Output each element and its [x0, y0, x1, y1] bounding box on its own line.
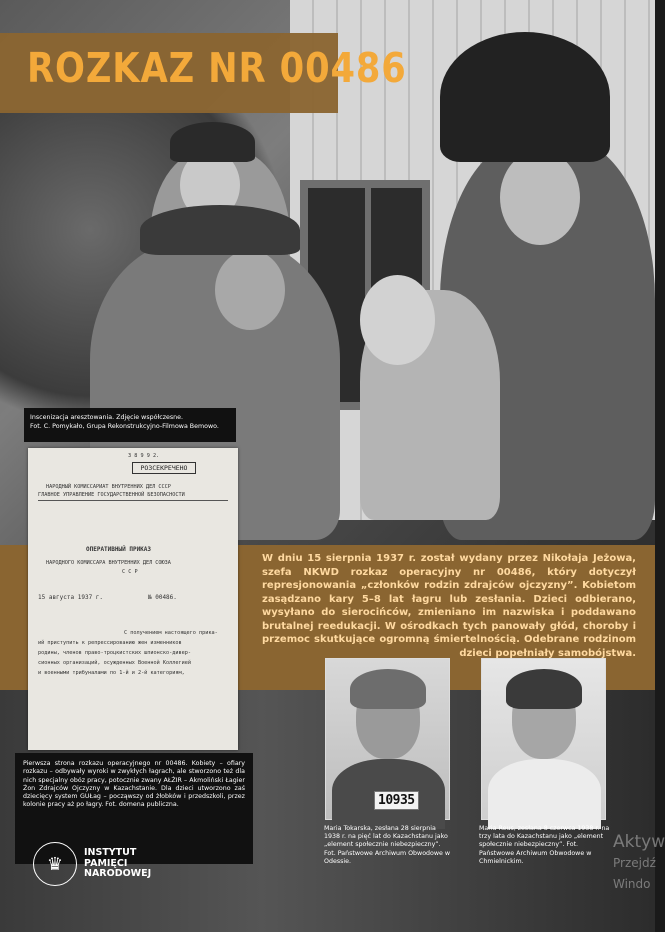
doc-line: ГЛАВНОЕ УПРАВЛЕНИЕ ГОСУДАРСТВЕННОЙ БЕЗОПАСНОСТИ [38, 492, 185, 498]
portrait-body [488, 759, 601, 829]
order-document-image [28, 448, 238, 750]
doc-rule [38, 500, 228, 501]
photo-caption-line1: Inscenizacja aresztowania. Zdjęcie współczesne. [30, 414, 184, 421]
portrait-hair [350, 669, 426, 709]
doc-line: № 00486. [148, 594, 177, 601]
portrait1-caption: Maria Tokarska, zesłana 28 sierpnia 1938 r. na pięć lat do Kazachstanu jako „element społecznie niebezpieczny”. Fot. Państwowe Archiwum Obwodowe w Odessie. [324, 825, 451, 865]
military-cap-right [440, 32, 610, 162]
portrait2-caption: Maria Reus, zesłana 8 czerwca 1938 r. na trzy lata do Kazachstanu jako „element społecznie niebezpieczny”. Fot. Państwowe Archiwum Obwodowe w Chmielnickim. [479, 825, 610, 865]
doc-line: 15 августа 1937 г. [38, 594, 104, 601]
doc-line: родины, членов право-троцкистских шпионско-дивер- [38, 650, 192, 656]
soldier-head-left [215, 250, 285, 330]
photo-caption-line2: Fot. C. Pomykało, Grupa Rekonstrukcyjno-Filmowa Bemowo. [30, 423, 219, 430]
logo-text [84, 848, 151, 880]
doc-line: ОПЕРАТИВНЫЙ ПРИКАЗ [86, 546, 152, 553]
activation-watermark-line3: Windo [613, 877, 651, 891]
portrait-maria-tokarska [325, 658, 450, 820]
page-title: ROZKAZ NR 00486 [27, 44, 407, 92]
photo-caption [24, 408, 236, 442]
logo-line2: PAMIĘCI [84, 857, 128, 869]
doc-line: НАРОДНОГО КОМИССАРА ВНУТРЕННИХ ДЕЛ СОЮЗА [46, 560, 171, 566]
doc-line: и военными трибуналами по 1-й и 2-й категориям, [38, 670, 185, 676]
logo-line3: NARODOWEJ [84, 868, 152, 879]
declassified-stamp: РОЗСЕКРЕЧЕНО [132, 462, 196, 474]
logo-line1: INSTYTUT [84, 847, 137, 858]
doc-line: сионных организаций, осужденных Военной Коллегией [38, 660, 192, 666]
eagle-emblem-icon: ♛ [33, 842, 77, 886]
officer-head [500, 150, 580, 245]
document-caption: Pierwsza strona rozkazu operacyjnego nr 00486. Kobiety – ofiary rozkazu – odbywały wyroki w zwykłych łagrach, ale stworzono też dla nich specjalny obóz pracy, potocznie zwany AŁŻIR – Akmoliński Łagier Żon Zdrajców Ojczyzny w Kazachstanie. Dla dzieci utworzono zaś dziecięcy system GUŁag – począwszy od żłobków i przedszkoli, przez kolonie pracy aż po łagry. Fot. domena publiczna. [15, 753, 253, 864]
activation-watermark-line1: Aktyw [613, 832, 665, 852]
portrait-hair [506, 669, 582, 709]
woman-head [360, 275, 435, 365]
doc-line: 3 8 9 9 2. [128, 453, 160, 459]
doc-line: НАРОДНЫЙ КОМИССАРИАТ ВНУТРЕННИХ ДЕЛ СССР [46, 484, 171, 490]
doc-line: С С Р [122, 569, 138, 575]
prisoner-number: 10935 [374, 791, 419, 810]
activation-watermark-line2: Przejdź [613, 856, 656, 870]
main-text: W dniu 15 sierpnia 1937 r. został wydany przez Nikołaja Jeżowa, szefa NKWD rozkaz operacyjny nr 00486, który dotyczył represjonowania „członków rodzin zdrajców ojczyzny”. Kobietom zasądzano kary 5–8 lat łagru lub zesłania. Dzieci odbierano, wysyłano do sierocińców, zmieniano im nazwiska i poddawano brutalnej reedukacji. W ośrodkach tych panowały głód, choroby i przemoc skutkujące ogromną śmiertelnością. Odebrane rodzinom dzieci popełniały samobójstwa. [262, 553, 636, 659]
military-cap-left [140, 205, 300, 255]
doc-line: ий приступить к репрессированию жен изменников [38, 640, 182, 646]
portrait-maria-reus [481, 658, 606, 820]
military-cap-back [170, 122, 255, 162]
doc-line: С получением настоящего прика- [124, 630, 218, 636]
